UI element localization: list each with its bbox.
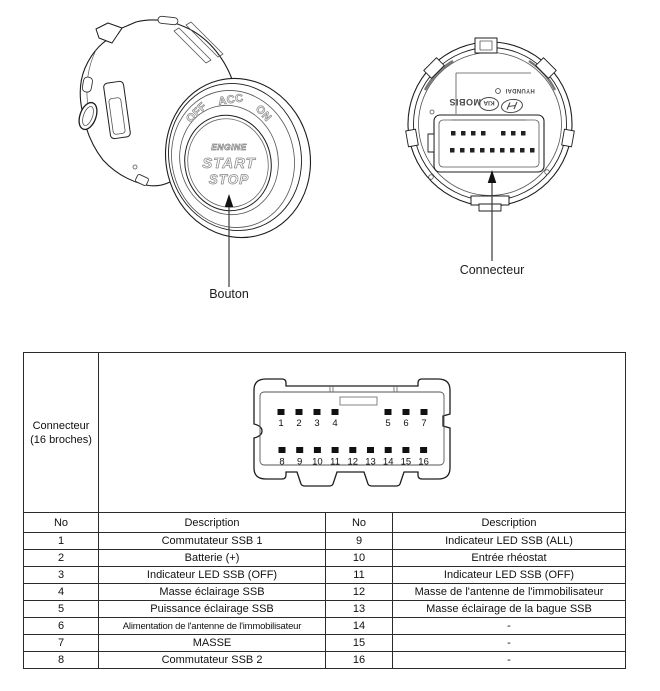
svg-text:10: 10	[312, 456, 323, 468]
svg-text:15: 15	[400, 456, 412, 468]
bezel-off-label: OFF	[184, 100, 210, 126]
illustrations-canvas	[0, 0, 660, 345]
rear-top-tab	[475, 38, 497, 53]
connector-title-cell	[24, 353, 99, 513]
connector-title-line2: (16 broches)	[30, 433, 92, 446]
rear-rim-tab	[406, 129, 419, 146]
face-stop-text: STOP	[208, 172, 250, 187]
pin-desc: Indicateur LED SSB (ALL)	[393, 533, 626, 550]
pin-no: 15	[326, 635, 393, 652]
pin-desc: Indicateur LED SSB (OFF)	[99, 567, 326, 584]
pin-no: 13	[326, 601, 393, 618]
button-top-slot	[158, 16, 179, 25]
col-header-desc-right: Description	[393, 513, 626, 533]
pin-no: 10	[326, 550, 393, 567]
kia-logo-text: KIA	[483, 99, 495, 106]
svg-text:1: 1	[278, 418, 284, 429]
connector-pinout-cell	[99, 353, 626, 513]
pin-no: 4	[24, 584, 99, 601]
svg-text:9: 9	[297, 456, 303, 468]
pin-desc: -	[393, 652, 626, 669]
rear-connector-wing	[428, 134, 434, 152]
table-header-row	[24, 513, 626, 533]
mobis-logo-text: MOBIS	[448, 97, 482, 107]
table-row	[24, 533, 626, 550]
table-row	[24, 618, 626, 635]
connector-pinout-drawing	[253, 376, 451, 489]
table-row	[24, 635, 626, 652]
pinout-housing-outline	[254, 379, 450, 486]
face-start-text: START	[202, 155, 256, 172]
bezel-acc-label: ACC	[217, 92, 245, 108]
pin-no: 8	[24, 652, 99, 669]
svg-text:13: 13	[365, 456, 376, 468]
pin-no: 12	[326, 584, 393, 601]
pin-no: 14	[326, 618, 393, 635]
pin-no: 2	[24, 550, 99, 567]
svg-text:6: 6	[403, 418, 409, 429]
table-row-connector-drawing	[24, 353, 626, 513]
pin-table	[23, 352, 626, 669]
pin-no: 7	[24, 635, 99, 652]
col-header-no-right: No	[326, 513, 393, 533]
pin-no: 3	[24, 567, 99, 584]
pin-desc: -	[393, 635, 626, 652]
pin-desc: Alimentation de l'antenne de l'immobilisateur	[99, 618, 326, 635]
connector-callout-label: Connecteur	[459, 263, 525, 277]
face-engine-text: ENGINE	[211, 142, 247, 152]
pin-desc: MASSE	[99, 635, 326, 652]
pin-desc: Puissance éclairage SSB	[99, 601, 326, 618]
col-header-desc-left: Description	[99, 513, 326, 533]
pin-desc: Entrée rhéostat	[393, 550, 626, 567]
svg-text:2: 2	[296, 418, 302, 429]
button-rear-illustration	[406, 38, 575, 211]
pinout-pins-bottom	[279, 447, 428, 453]
rear-rim-tab	[562, 129, 575, 146]
pin-desc: Masse de l'antenne de l'immobilisateur	[393, 584, 626, 601]
connector-title-line1: Connecteur	[32, 419, 90, 432]
svg-text:8: 8	[279, 456, 285, 468]
pin-no: 16	[326, 652, 393, 669]
hyundai-logo-text: HYUNDAI	[505, 87, 535, 93]
button-front-illustration	[76, 16, 328, 253]
pin-desc: Commutateur SSB 2	[99, 652, 326, 669]
svg-text:3: 3	[314, 418, 320, 429]
col-header-no-left: No	[24, 513, 99, 533]
pin-no: 11	[326, 567, 393, 584]
svg-text:16: 16	[418, 456, 429, 468]
pin-no: 5	[24, 601, 99, 618]
svg-text:5: 5	[385, 418, 391, 429]
svg-text:7: 7	[421, 418, 427, 429]
svg-text:14: 14	[382, 456, 394, 468]
table-row	[24, 584, 626, 601]
bezel-on-label: ON	[252, 103, 274, 125]
table-row	[24, 601, 626, 618]
table-row	[24, 567, 626, 584]
pinout-numbers-bottom	[279, 457, 429, 468]
pin-no: 9	[326, 533, 393, 550]
rear-bottom-clip-inner	[479, 204, 501, 211]
pin-desc: Masse éclairage de la bague SSB	[393, 601, 626, 618]
pin-desc: Batterie (+)	[99, 550, 326, 567]
table-row	[24, 550, 626, 567]
button-callout-label: Bouton	[209, 287, 249, 301]
rear-connector-housing	[434, 115, 544, 172]
pin-desc: Indicateur LED SSB (OFF)	[393, 567, 626, 584]
pin-desc: Commutateur SSB 1	[99, 533, 326, 550]
svg-text:4: 4	[332, 418, 338, 429]
svg-text:12: 12	[347, 456, 359, 468]
pin-desc: Masse éclairage SSB	[99, 584, 326, 601]
svg-text:11: 11	[330, 456, 341, 468]
pin-no: 6	[24, 618, 99, 635]
pin-no: 1	[24, 533, 99, 550]
pin-desc: -	[393, 618, 626, 635]
table-row	[24, 652, 626, 669]
